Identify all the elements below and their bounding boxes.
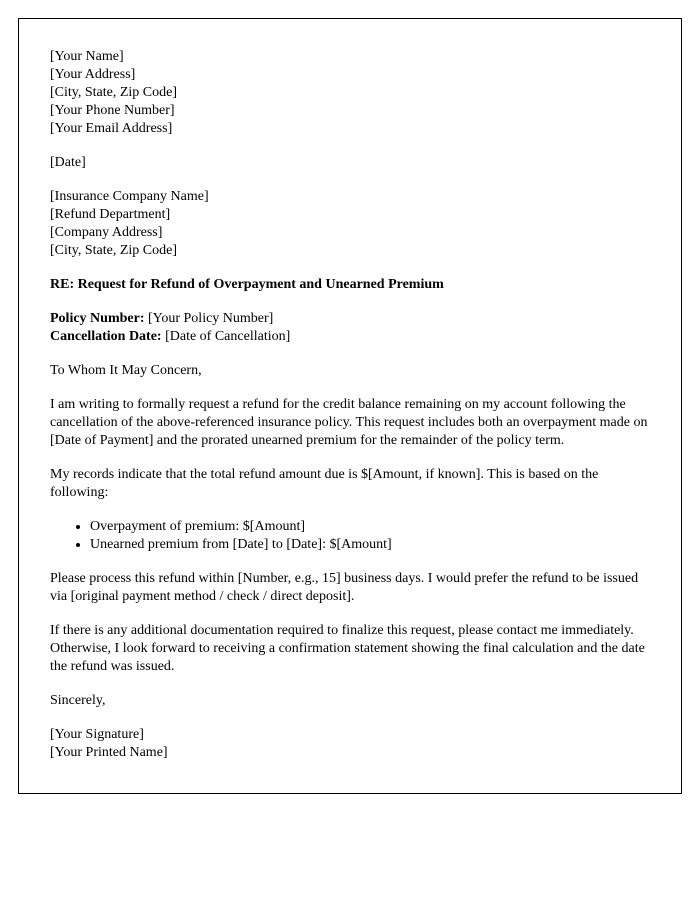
recipient-address-block [50,188,649,260]
sender-address-block [50,48,649,138]
cancellation-date-line [50,328,649,346]
signature-block [50,726,649,762]
list-item-unearned-premium: • Unearned premium from [Date] to [Date]: $[Amount] [90,536,649,554]
recipient-company: [Insurance Company Name] [50,189,209,204]
list-item-overpayment: • Overpayment of premium: $[Amount] [90,518,649,536]
letter-date: [Date] [50,155,86,170]
paragraph-followup: If there is any additional documentation required to finalize this request, please contact me immediately. Otherwise, I look forward to receiving a confirmation statement showing the final calculation and the date the refund was issued. [50,623,645,674]
sender-email: [Your Email Address] [50,121,173,136]
policy-details-block [50,310,649,346]
policy-number-line [50,310,649,328]
sender-name: [Your Name] [50,49,124,64]
cancellation-date-value: [Date of Cancellation] [161,329,291,344]
sender-phone: [Your Phone Number] [50,103,175,118]
paragraph-intro: I am writing to formally request a refund for the credit balance remaining on my account following the cancellation of the above-referenced insurance policy. This request includes both an overpayment made on [Date of Payment] and the prorated unearned premium for the remainder of the policy term. [50,397,648,448]
sender-address: [Your Address] [50,67,136,82]
refund-request-letter [50,48,649,762]
salutation: To Whom It May Concern, [50,363,202,378]
cancellation-date-label: Cancellation Date: [50,329,162,344]
recipient-department: [Refund Department] [50,207,171,222]
signature-placeholder: [Your Signature] [50,727,144,742]
recipient-city-state-zip: [City, State, Zip Code] [50,243,178,258]
recipient-address: [Company Address] [50,225,163,240]
refund-breakdown-list [50,518,649,554]
policy-number-label: Policy Number: [50,311,145,326]
policy-number-value: [Your Policy Number] [144,311,274,326]
printed-name-placeholder: [Your Printed Name] [50,745,168,760]
paragraph-processing: Please process this refund within [Number, e.g., 15] business days. I would prefer the refund to be issued via [original payment method / check / direct deposit]. [50,571,639,604]
sender-city-state-zip: [City, State, Zip Code] [50,85,178,100]
letter-page-frame [18,18,682,794]
date-block [50,154,649,172]
closing: Sincerely, [50,693,106,708]
paragraph-records: My records indicate that the total refund amount due is $[Amount, if known]. This is based on the following: [50,467,599,500]
subject-line: RE: Request for Refund of Overpayment and Unearned Premium [50,277,444,292]
